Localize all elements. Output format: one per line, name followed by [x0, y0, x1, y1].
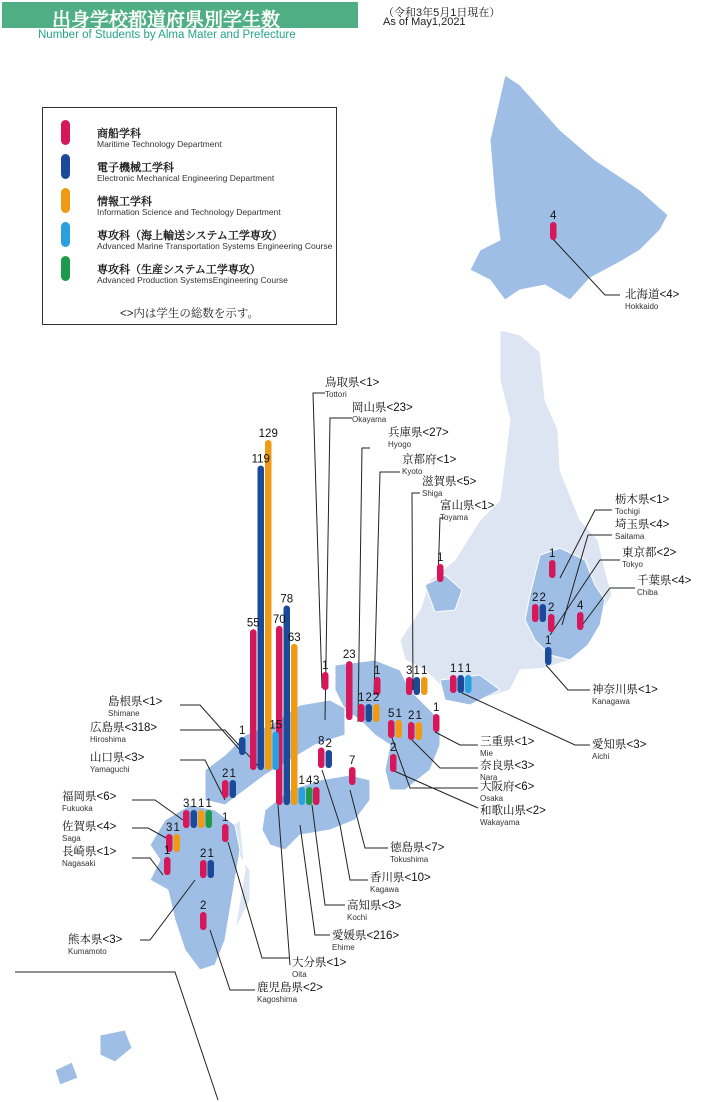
bar-value-fukuoka-1: 1	[190, 798, 197, 810]
bar-saga-2	[174, 834, 181, 852]
prefecture-name-en-kagawa: Kagawa	[370, 884, 399, 894]
bar-hiroshima-0	[250, 629, 257, 770]
prefecture-name-en-oita: Oita	[292, 969, 307, 979]
prefecture-name-fukuoka: 福岡県<6>	[62, 791, 117, 803]
callout-tokushima	[390, 843, 444, 864]
bar-tochigi-0	[549, 560, 556, 578]
bar-ehime-2	[291, 644, 298, 805]
bar-value-saitama-1: 2	[539, 592, 546, 604]
bar-fukuoka-2	[198, 810, 205, 828]
bar-value-saga-2: 1	[173, 822, 180, 834]
callout-kyoto	[402, 455, 456, 476]
prefecture-name-hiroshima: 広島県<318>	[90, 722, 158, 734]
legend-label-jp: 情報工学科	[97, 196, 152, 208]
callout-toyama	[440, 501, 494, 522]
prefecture-name-mie: 三重県<1>	[480, 736, 535, 748]
callout-okayama	[352, 403, 413, 424]
prefecture-name-kagawa: 香川県<10>	[370, 872, 431, 884]
prefecture-name-en-nagasaki: Nagasaki	[62, 858, 96, 868]
bar-value-kagawa-1: 2	[325, 738, 332, 750]
bar-value-tokushima-0: 7	[349, 755, 356, 767]
bar-value-kagawa-0: 8	[318, 735, 325, 748]
bar-yamaguchi-0	[222, 780, 229, 798]
bar-value-shiga-0: 3	[406, 665, 413, 677]
bar-nara-2	[416, 722, 423, 740]
prefecture-name-ehime: 愛媛県<216>	[332, 930, 400, 942]
bar-value-chiba-0: 4	[577, 600, 584, 612]
prefecture-name-en-kanagawa: Kanagawa	[592, 696, 630, 706]
bar-value-ehime-4: 4	[306, 775, 313, 787]
legend-label-en: Maritime Technology Department	[97, 139, 222, 149]
bar-aichi-1	[458, 675, 465, 693]
bar-value-osaka-2: 1	[395, 708, 402, 720]
callout-wakayama	[480, 806, 546, 827]
map-hokkaido	[470, 75, 668, 300]
bar-value-hiroshima-0: 55	[246, 617, 260, 630]
prefecture-name-en-aichi: Aichi	[592, 751, 610, 761]
legend-item-production	[61, 252, 331, 285]
bar-mie-0	[433, 714, 440, 732]
bar-aichi-0	[450, 675, 457, 693]
bar-tokyo-0	[548, 614, 555, 632]
bar-value-fukuoka-2: 1	[198, 798, 205, 810]
bar-osaka-0	[388, 720, 395, 738]
prefecture-name-tokyo: 東京都<2>	[622, 547, 677, 559]
bar-value-okayama-0: 23	[342, 649, 356, 662]
prefecture-name-en-saga: Saga	[62, 833, 81, 843]
bar-shiga-0	[406, 677, 413, 695]
prefecture-name-en-tokyo: Tokyo	[622, 559, 643, 569]
bar-value-toyama-0: 1	[437, 552, 444, 564]
bar-value-aichi-1: 1	[457, 663, 464, 675]
legend-label-jp: 商船学科	[97, 128, 141, 140]
prefecture-name-yamaguchi: 山口県<3>	[90, 752, 145, 764]
bar-fukuoka-4	[206, 810, 213, 828]
page-subtitle: Number of Students by Alma Mater and Prefecture	[38, 29, 296, 41]
prefecture-name-en-yamaguchi: Yamaguchi	[90, 764, 130, 774]
legend-label-en: Information Science and Technology Department	[97, 207, 281, 217]
bar-value-shiga-1: 1	[413, 665, 420, 677]
bar-kagawa-1	[326, 750, 333, 768]
legend-swatch	[61, 120, 70, 145]
bar-hyogo-1	[366, 704, 373, 722]
callout-nagasaki	[62, 847, 116, 868]
prefecture-name-en-fukuoka: Fukuoka	[62, 803, 93, 813]
prefecture-name-en-kumamoto: Kumamoto	[68, 946, 107, 956]
legend	[42, 107, 337, 325]
prefecture-name-en-kochi: Kochi	[347, 912, 368, 922]
legend-label-jp: 専攻科（生産システム工学専攻）	[97, 264, 261, 276]
bar-osaka-2	[396, 720, 403, 738]
bar-value-hyogo-0: 1	[358, 692, 365, 704]
prefecture-name-en-hokkaido: Hokkaido	[625, 301, 659, 311]
bar-shiga-1	[414, 677, 421, 695]
prefecture-name-hyogo: 兵庫県<27>	[388, 427, 449, 439]
bar-toyama-0	[437, 564, 444, 582]
callout-hiroshima	[90, 723, 157, 744]
prefecture-name-en-okayama: Okayama	[352, 414, 387, 424]
bar-value-ehime-1: 78	[280, 593, 294, 606]
prefecture-name-nara: 奈良県<3>	[480, 760, 535, 772]
bar-value-hiroshima-2: 129	[258, 428, 278, 440]
bar-nara-0	[408, 722, 415, 740]
bar-value-saga-0: 3	[166, 822, 173, 834]
bar-shiga-2	[421, 677, 428, 695]
prefecture-name-tochigi: 栃木県<1>	[615, 494, 670, 506]
prefecture-name-en-chiba: Chiba	[637, 587, 658, 597]
bar-value-yamaguchi-0: 2	[222, 768, 229, 780]
prefecture-name-kanagawa: 神奈川県<1>	[592, 684, 658, 696]
callout-shiga	[422, 477, 476, 498]
callout-oita	[292, 958, 346, 979]
bar-value-fukuoka-0: 3	[183, 798, 190, 810]
bar-value-nagasaki-0: 1	[164, 845, 171, 857]
prefecture-name-en-ehime: Ehime	[332, 942, 355, 952]
bar-ehime-4	[306, 787, 313, 805]
bar-value-nara-0: 2	[408, 710, 415, 722]
bar-value-shimane-1: 1	[239, 725, 246, 737]
prefecture-name-kochi: 高知県<3>	[347, 900, 402, 912]
callout-saga	[62, 822, 116, 843]
legend-item-marine-transport	[61, 218, 333, 251]
prefecture-name-chiba: 千葉県<4>	[637, 575, 692, 587]
legend-item-electronic	[61, 150, 331, 183]
callout-mie	[480, 737, 534, 758]
bar-value-aichi-3: 1	[465, 663, 472, 675]
bar-hiroshima-3	[273, 732, 280, 770]
callout-shimane	[108, 697, 162, 718]
prefecture-name-en-hiroshima: Hiroshima	[90, 734, 127, 744]
bar-value-kagoshima-0: 2	[200, 900, 207, 912]
callout-hyogo	[388, 428, 449, 449]
callout-ehime	[332, 931, 399, 952]
bar-kumamoto-0	[200, 860, 207, 878]
bar-value-fukuoka-4: 1	[205, 798, 212, 810]
bar-saitama-0	[532, 604, 539, 622]
callout-kumamoto	[68, 935, 122, 956]
prefecture-name-en-tottori: Tottori	[325, 389, 347, 399]
bar-value-ehime-2: 63	[287, 631, 301, 644]
callout-nara	[480, 761, 534, 782]
prefecture-name-en-kyoto: Kyoto	[402, 466, 423, 476]
bar-fukuoka-1	[191, 810, 198, 828]
legend-label-jp: 電子機械工学科	[97, 162, 174, 174]
legend-item-maritime	[61, 116, 331, 149]
callout-hokkaido	[625, 290, 679, 311]
callout-kanagawa	[592, 685, 658, 706]
bar-kochi-0	[313, 787, 320, 805]
prefecture-name-aichi: 愛知県<3>	[592, 739, 647, 751]
bar-value-hokkaido-0: 4	[550, 210, 557, 222]
bar-value-tokyo-0: 2	[548, 602, 555, 614]
prefecture-name-en-kagoshima: Kagoshima	[257, 994, 298, 1004]
prefecture-name-wakayama: 和歌山県<2>	[480, 805, 546, 817]
prefecture-name-en-tokushima: Tokushima	[390, 854, 429, 864]
callout-yamaguchi	[90, 753, 144, 774]
bar-value-mie-0: 1	[433, 702, 440, 714]
callout-kochi	[347, 901, 401, 922]
prefecture-name-shiga: 滋賀県<5>	[422, 476, 477, 488]
bar-fukuoka-0	[183, 810, 190, 828]
bar-wakayama-0	[390, 754, 397, 772]
bar-chiba-0	[577, 612, 584, 630]
bar-hokkaido-0	[550, 222, 557, 240]
bar-kagoshima-0	[200, 912, 207, 930]
bar-value-kochi-0: 3	[313, 775, 320, 787]
bar-value-kyoto-0: 1	[374, 665, 381, 677]
legend-swatch	[61, 256, 70, 281]
bar-value-ehime-0: 70	[272, 613, 286, 626]
legend-swatch	[61, 222, 70, 247]
bar-value-saitama-0: 2	[532, 592, 539, 604]
legend-swatch	[61, 188, 70, 213]
callout-osaka	[480, 782, 534, 803]
prefecture-name-tokushima: 徳島県<7>	[390, 842, 445, 854]
bar-oita-0	[222, 824, 229, 842]
prefecture-name-en-saitama: Saitama	[615, 531, 645, 541]
bar-okayama-0	[346, 661, 353, 720]
bar-nagasaki-0	[164, 857, 171, 875]
bar-hyogo-0	[358, 704, 365, 722]
bar-kumamoto-1	[208, 860, 215, 878]
callout-kagawa	[370, 873, 431, 894]
bar-value-kumamoto-0: 2	[200, 848, 207, 860]
prefecture-name-oita: 大分県<1>	[292, 957, 347, 969]
bar-tottori-0	[322, 672, 329, 690]
callout-tottori	[325, 378, 379, 399]
bar-value-wakayama-0: 2	[390, 742, 397, 754]
prefecture-name-toyama: 富山県<1>	[440, 500, 495, 512]
bar-saitama-1	[540, 604, 547, 622]
date-en: As of May1,2021	[383, 16, 466, 28]
legend-note: <>内は学生の総数を示す。	[119, 308, 259, 320]
prefecture-name-en-shiga: Shiga	[422, 488, 443, 498]
callout-kagoshima	[257, 983, 323, 1004]
prefecture-name-en-wakayama: Wakayama	[480, 817, 520, 827]
prefecture-name-okayama: 岡山県<23>	[352, 402, 413, 414]
legend-swatch	[61, 154, 70, 179]
bar-aichi-3	[465, 675, 472, 693]
prefecture-name-osaka: 大阪府<6>	[480, 781, 535, 793]
prefecture-name-en-osaka: Osaka	[480, 793, 504, 803]
bar-ehime-0	[276, 626, 283, 805]
legend-label-en: Advanced Marine Transportation Systems Engineering Course	[97, 241, 333, 251]
callout-fukuoka	[62, 792, 116, 813]
bar-value-osaka-0: 5	[388, 708, 395, 720]
bar-value-hyogo-1: 2	[365, 692, 372, 704]
bar-kanagawa-1	[545, 647, 552, 665]
date-jp: （令和3年5月1日現在）	[383, 7, 501, 19]
prefecture-name-kyoto: 京都府<1>	[402, 454, 457, 466]
prefecture-name-en-nara: Nara	[480, 772, 498, 782]
title-bar	[2, 2, 358, 31]
prefecture-name-saga: 佐賀県<4>	[62, 821, 117, 833]
prefecture-name-kagoshima: 鹿児島県<2>	[257, 982, 323, 994]
bar-value-kanagawa-1: 1	[545, 635, 552, 647]
callout-chiba	[637, 576, 691, 597]
bar-kagawa-0	[318, 748, 325, 768]
legend-item-information	[61, 184, 331, 217]
prefecture-name-kumamoto: 熊本県<3>	[68, 934, 123, 946]
callout-aichi	[592, 740, 646, 761]
bar-value-hyogo-2: 2	[373, 692, 380, 704]
prefecture-name-nagasaki: 長崎県<1>	[62, 846, 117, 858]
prefecture-name-saitama: 埼玉県<4>	[615, 519, 670, 531]
prefecture-name-tottori: 鳥取県<1>	[325, 377, 380, 389]
bar-value-oita-0: 1	[222, 812, 229, 824]
bar-value-tottori-0: 1	[322, 660, 329, 672]
bar-value-yamaguchi-1: 1	[229, 768, 236, 780]
prefecture-name-en-mie: Mie	[480, 748, 493, 758]
legend-label-en: Electronic Mechanical Engineering Department	[97, 173, 275, 183]
bar-yamaguchi-1	[230, 780, 237, 798]
legend-label-en: Advanced Production SystemsEngineering Course	[97, 275, 288, 285]
bar-value-nara-2: 1	[415, 710, 422, 722]
callout-tokyo	[622, 548, 676, 569]
bar-shimane-1	[239, 737, 246, 755]
bar-tokushima-0	[349, 767, 356, 785]
prefecture-name-en-tochigi: Tochigi	[615, 506, 640, 516]
page-title: 出身学校都道府県別学生数	[52, 10, 281, 31]
prefecture-name-hokkaido: 北海道<4>	[625, 289, 680, 301]
prefecture-name-en-hyogo: Hyogo	[388, 439, 412, 449]
bar-value-aichi-0: 1	[450, 663, 457, 675]
bar-value-tochigi-0: 1	[549, 548, 556, 560]
prefecture-name-en-shimane: Shimane	[108, 708, 140, 718]
bar-value-ehime-3: 1	[298, 775, 305, 787]
bar-value-shiga-2: 1	[421, 665, 428, 677]
callout-saitama	[615, 520, 669, 541]
bar-value-kumamoto-1: 1	[207, 848, 214, 860]
legend-label-jp: 専攻科（海上輸送システム工学専攻）	[97, 230, 283, 242]
prefecture-name-en-toyama: Toyama	[440, 512, 469, 522]
prefecture-name-shimane: 島根県<1>	[108, 696, 163, 708]
bar-value-hiroshima-1: 119	[251, 453, 270, 466]
bar-hyogo-2	[373, 704, 380, 722]
bar-value-hiroshima-3: 15	[269, 719, 283, 732]
callout-tochigi	[615, 495, 669, 516]
bar-ehime-3	[299, 787, 306, 805]
